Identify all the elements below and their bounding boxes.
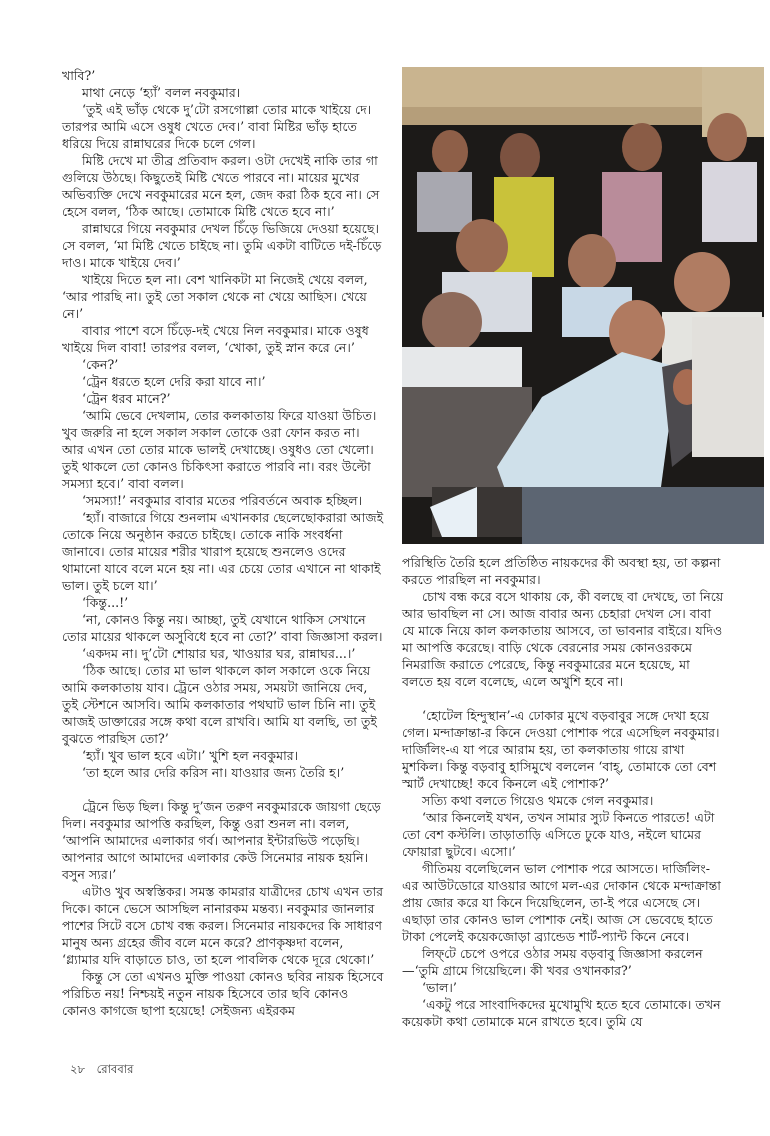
paragraph: কিন্তু সে তো এখনও মুক্তি পাওয়া কোনও ছবির নায়ক হিসেবে পরিচিত নয়! নিশ্চয়ই নতুন নায়ক হিসেবে তার ছবি কোনও কোনও কাগজে ছাপা হয়েছে! সেইজন্য এইরকম — [62, 969, 384, 1018]
paragraph: ‘হ্যাঁ। বাজারে গিয়ে শুনলাম এখানকার ছেলেছোকরারা আজই তোকে নিয়ে অনুষ্ঠান করতে চাইছে। তোকে নাকি সংবর্ধনা জানাবে। তোর মায়ের শরীর খারাপ হয়েছে শুনলেও ওদের থামানো যাবে বলে মনে হয় না। এর চেয়ে তোর এখানে না থাকাই ভাল। তুই চলে যা।’ — [62, 510, 384, 593]
paragraph: ‘ট্রেন ধরতে হলে দেরি করা যাবে না।’ — [82, 374, 266, 389]
paragraph: ‘একদম না। দু’টো শোয়ার ঘর, খাওয়ার ঘর, রান্নাঘর...।’ — [82, 646, 356, 661]
paragraph: ‘আর কিনলেই যখন, তখন সামার স্যুট কিনতে পারতে! এটা তো বেশ কস্টলি। তাড়াতাড়ি এসিতে ঢুকে যাও, নইলে ঘামের ফোয়ারা ছুটবে। এসো।’ — [402, 810, 715, 859]
paragraph: বাবার পাশে বসে চিঁড়ে-দই খেয়ে নিল নবকুমার। মাকে ওষুধ খাইয়ে দিল বাবা! তারপর বলল, ‘খোকা, তুই স্নান করে নে।’ — [62, 323, 369, 355]
paragraph: লিফ্‌টে চেপে ওপরে ওঠার সময় বড়বাবু জিজ্ঞাসা করলেন—‘তুমি গ্রামে গিয়েছিলে। কী খবর ওখানকার?’ — [402, 946, 703, 978]
paragraph: রান্নাঘরে গিয়ে নবকুমার দেখল চিঁড়ে ভিজিয়ে দেওয়া হয়েছে। সে বলল, ‘মা মিষ্টি খেতে চাইছে না। তুমি একটা বাটিতে দই-চিঁড়ে দাও। মাকে খাইয়ে দেব।’ — [62, 221, 382, 270]
paragraph: মিষ্টি দেখে মা তীব্র প্রতিবাদ করল। ওটা দেখেই নাকি তার গা গুলিয়ে উঠছে। কিছুতেই মিষ্টি খেতে পারবে না। মায়ের মুখের অভিব্যক্তি দেখে নবকুমারের মনে হল, জেদ করা ঠিক হবে না। সে হেসে বলল, ‘ঠিক আছে। তোমাকে মিষ্টি খেতে হবে না।’ — [62, 153, 380, 219]
page-footer — [70, 1061, 141, 1080]
paragraph: ‘কিন্তু...!’ — [82, 595, 129, 610]
paragraph: ‘না, কোনও কিন্তু নয়। আচ্ছা, তুই যেখানে থাকিস সেখানে তোর মায়ের থাকলে অসুবিধে হবে না তো?’ বাবা জিজ্ঞাসা করল। — [62, 612, 383, 644]
paragraph: গীতিময় বলেছিলেন ভাল পোশাক পরে আসতে। দার্জিলিং-এর আউটডোরে যাওয়ার আগে মল-এর দোকান থেকে মন্দাক্রান্তা প্রায় জোর করে যা কিনে দিয়েছিলেন, তা-ই পরে এসেছে সে। এছাড়া তার কোনও ভাল পোশাক নেই। আজ সে ভেবেছে হাতে টাকা পেলেই কয়েকজোড়া ব্র্যান্ডেড শার্ট-প্যান্ট কিনে নেবে। — [402, 861, 721, 944]
article-column-right — [402, 554, 724, 1030]
paragraph: ‘তুই এই ভাঁড় থেকে দু’টো রসগোল্লা তোর মাকে খাইয়ে দে। তারপর আমি এসে ওষুধ খেতে দেব।’ বাবা মিষ্টির ভাঁড় হাতে ধরিয়ে দিয়ে রান্নাঘরের দিকে চলে গেল। — [62, 102, 372, 151]
paragraph: ‘হ্যাঁ। খুব ভাল হবে এটা।’ খুশি হল নবকুমার। — [82, 748, 299, 763]
paragraph: ‘হোটেল হিন্দুস্থান’-এ ঢোকার মুখে বড়বাবুর সঙ্গে দেখা হয়ে গেল। মন্দাক্রান্তা-র কিনে দেওয়া পোশাক পরে এসেছিল নবকুমার। দার্জিলিং-এ যা পরে আরাম হয়, তা কলকাতায় গায়ে রাখা মুশকিল। কিন্তু বড়বাবু হাসিমুখে বললেন ‘বাহ্‌, তোমাকে তো বেশ স্মার্ট দেখাচ্ছে! কবে কিনলে এই পোশাক?’ — [402, 708, 720, 791]
paragraph: মাথা নেড়ে ‘হ্যাঁ’ বলল নবকুমার। — [82, 85, 241, 100]
paragraph: ‘ঠিক আছে। তোর মা ভাল থাকলে কাল সকালে ওকে নিয়ে আমি কলকাতায় যাব। ট্রেনে ওঠার সময়, সময়টা জানিয়ে দেব, তুই স্টেশনে আসবি। আমি কলকাতার পথঘাট ভাল চিনি না। তুই আজই ডাক্তারের সঙ্গে কথা বলে রাখবি। আমি যা বলছি, তা তুই বুঝতে পারছিস তো?’ — [62, 663, 377, 746]
paragraph: ‘আমি ভেবে দেখলাম, তোর কলকাতায় ফিরে যাওয়া উচিত। খুব জরুরি না হলে সকাল সকাল তোকে ওরা ফোন করত না। আর এখন তো তোর মাকে ভালই দেখাচ্ছে। ওষুধও তো খেলো। তুই থাকলে তো কোনও চিকিৎসা করাতে পারবি না। বরং উল্টো সমস্যা হবে।’ বাবা বলল। — [62, 408, 377, 491]
paragraph: খাইয়ে দিতে হল না। বেশ খানিকটা মা নিজেই খেয়ে বলল, ‘আর পারছি না। তুই তো সকাল থেকে না খেয়ে আছিস। খেয়ে নে।’ — [62, 272, 368, 321]
paragraph: ‘একটু পরে সাংবাদিকদের মুখোমুখি হতে হবে তোমাকে। তখন কয়েকটা কথা তোমাকে মনে রাখতে হবে। তুমি যে — [402, 997, 721, 1029]
paragraph: এটাও খুব অস্বস্তিকর। সমস্ত কামরার যাত্রীদের চোখ এখন তার দিকে। কানে ভেসে আসছিল নানারকম মন্তব্য। নবকুমার জানলার পাশের সিটে বসে চোখ বন্ধ করল। সিনেমার নায়কদের কি সাধারণ মানুষ অন্য গ্রহের জীব বলে মনে করে? প্রাণকৃষ্ণদা বলেন, ‘গ্ল্যামার যদি বাড়াতে চাও, তা হলে পাবলিক থেকে দূরে থেকো।’ — [62, 884, 384, 967]
paragraph: ট্রেনে ভিড় ছিল। কিন্তু দু’জন তরুণ নবকুমারকে জায়গা ছেড়ে দিল। নবকুমার আপত্তি করছিল, কিন্তু ওরা শুনল না। বলল, ‘আপনি আমাদের এলাকার গর্ব। আপনার ইন্টারভিউ পড়েছি। আপনার আগে আমাদের এলাকার কেউ সিনেমার নায়ক হয়নি। বসুন স্যর।’ — [62, 799, 381, 882]
page-number: ২৮ — [70, 1062, 85, 1076]
article-photo — [402, 67, 764, 544]
paragraph: খাবি?’ — [62, 68, 96, 83]
paragraph: ‘ট্রেন ধরব মানে?’ — [82, 391, 171, 406]
paragraph: ‘ভাল।’ — [422, 980, 457, 995]
paragraph: ‘সমস্যা!’ নবকুমার বাবার মতের পরিবর্তনে অবাক হচ্ছিল। — [82, 493, 363, 508]
paragraph: ‘কেন?’ — [82, 357, 119, 372]
magazine-name: রোববার — [96, 1062, 134, 1076]
paragraph: সত্যি কথা বলতে গিয়েও থমকে গেল নবকুমার। — [422, 793, 654, 808]
paragraph: চোখ বন্ধ করে বসে থাকায় কে, কী বলছে বা দেখছে, তা নিয়ে আর ভাবছিল না সে। আজ বাবার অন্য চেহারা দেখল সে। বাবা যে মাকে নিয়ে কাল কলকাতায় আসবে, তা ভাবনার বাইরে। যদিও মা আপত্তি করেছে। বাড়ি থেকে বেরনোর সময় কোনওরকমে নিমরাজি করাতে পেরেছে, কিন্তু নবকুমারের মনে হয়েছে, মা বলতে হয় বলে বলেছে, এলে অখুশি হবে না। — [402, 589, 724, 689]
paragraph: ‘তা হলে আর দেরি করিস না। যাওয়ার জন্য তৈরি হ।’ — [82, 765, 345, 780]
paragraph: পরিস্থিতি তৈরি হলে প্রতিষ্ঠিত নায়কদের কী অবস্থা হয়, তা কল্পনা করতে পারছিল না নবকুমার। — [402, 555, 721, 587]
crowd-illustration — [402, 67, 764, 544]
article-column-left — [62, 67, 384, 1019]
